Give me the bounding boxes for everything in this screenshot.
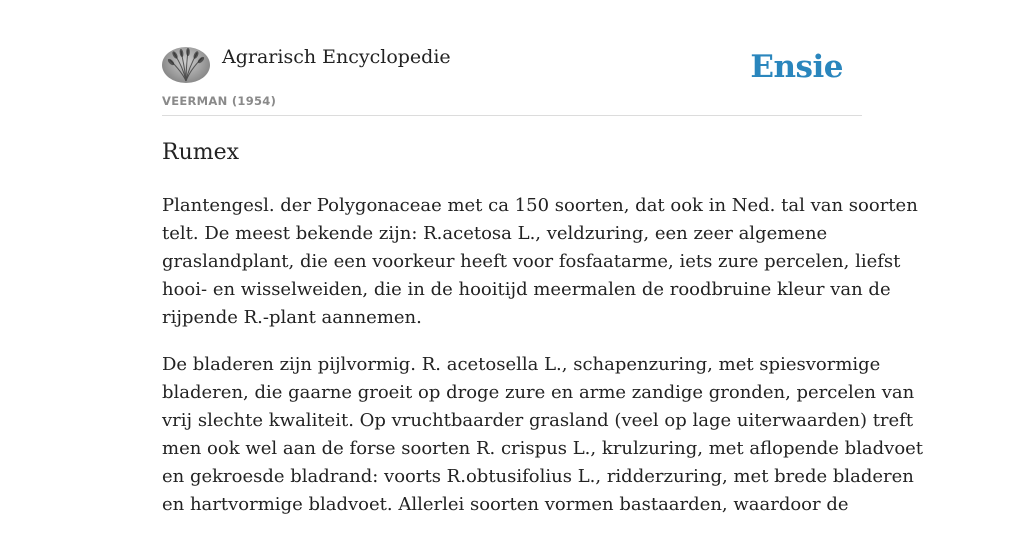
header bbox=[162, 0, 862, 116]
publication-meta: VEERMAN (1954) bbox=[162, 94, 277, 108]
paragraph-line: men ook wel aan de forse soorten R. crispus L., krulzuring, met aflopende bladvoet bbox=[162, 438, 924, 459]
publication-title[interactable]: Agrarisch Encyclopedie bbox=[222, 46, 451, 68]
paragraph-line: graslandplant, die een voorkeur heeft voor fosfaatarme, iets zure percelen, liefst bbox=[162, 251, 901, 272]
paragraph-line: en hartvormige bladvoet. Allerlei soorten vormen bastaarden, waardoor de bbox=[162, 494, 849, 515]
page bbox=[162, 0, 924, 515]
paragraph-line: telt. De meest bekende zijn: R.acetosa L., veldzuring, een zeer algemene bbox=[162, 223, 828, 244]
paragraph-line: vrij slechte kwaliteit. Op vruchtbaarder grasland (veel op lage uiterwaarden) treft bbox=[162, 410, 914, 431]
article-title: Rumex bbox=[162, 140, 240, 165]
article-paragraph bbox=[162, 351, 924, 519]
paragraph-line: bladeren, die gaarne groeit op droge zure en arme zandige gronden, percelen van bbox=[162, 382, 915, 403]
paragraph-line: rijpende R.-plant aannemen. bbox=[162, 307, 422, 328]
wheat-sheaf-icon[interactable] bbox=[162, 47, 210, 83]
paragraph-line: hooi- en wisselweiden, die in de hooitijd meermalen de roodbruine kleur van de bbox=[162, 279, 891, 300]
paragraph-line: De bladeren zijn pijlvormig. R. acetosella L., schapenzuring, met spiesvormige bbox=[162, 354, 881, 375]
article-paragraph bbox=[162, 192, 918, 332]
paragraph-line: Plantengesl. der Polygonaceae met ca 150 soorten, dat ook in Ned. tal van soorten bbox=[162, 195, 918, 216]
article-body bbox=[162, 192, 924, 538]
paragraph-line: en gekroesde bladrand: voorts R.obtusifolius L., ridderzuring, met brede bladeren bbox=[162, 466, 914, 487]
brand-logo-link[interactable]: Ensie bbox=[750, 49, 843, 85]
